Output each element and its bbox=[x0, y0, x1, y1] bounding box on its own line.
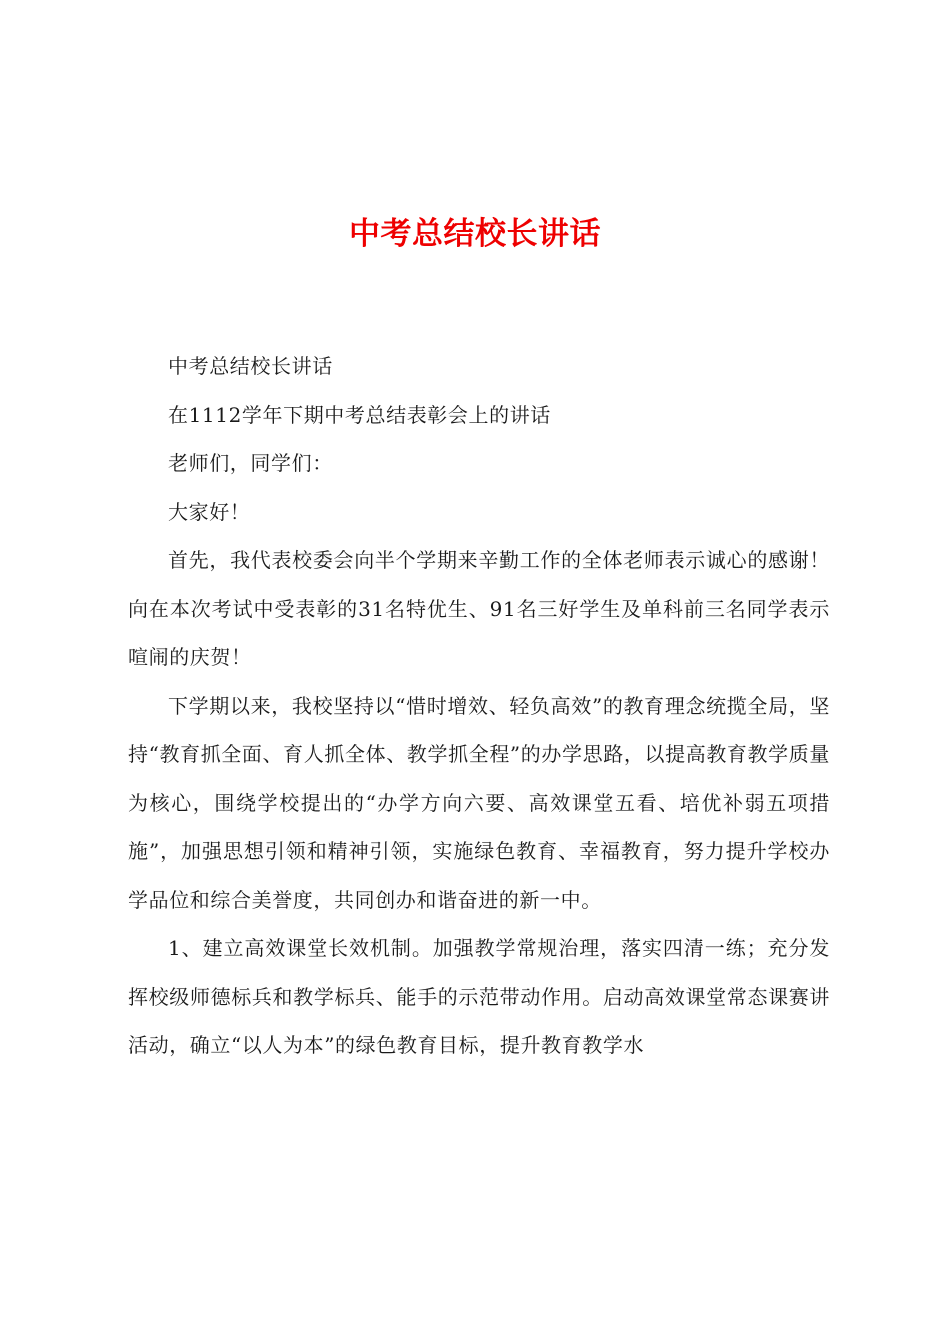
paragraph-item-1: 1、建立高效课堂长效机制。加强教学常规治理，落实四清一练；充分发挥校级师德标兵和教学标兵、能手的示范带动作用。启动高效课堂常态课赛讲活动，确立“以人为本”的绿色教育目标，提升教育教学水 bbox=[128, 936, 830, 1057]
document-title: 中考总结校长讲话 bbox=[349, 216, 601, 252]
paragraph-thanks: 首先，我代表校委会向半个学期来辛勤工作的全体老师表示诚心的感谢！向在本次考试中受表彰的31名特优生、91名三好学生及单科前三名同学表示喧闹的庆贺！ bbox=[128, 548, 830, 669]
document-body bbox=[128, 342, 830, 1070]
paragraph-heading-repeat: 中考总结校长讲话 bbox=[168, 354, 333, 378]
paragraph-occasion: 在1112学年下期中考总结表彰会上的讲话 bbox=[168, 402, 551, 427]
paragraph-philosophy: 下学期以来，我校坚持以“惜时增效、轻负高效”的教育理念统揽全局，坚持“教育抓全面、育人抓全体、教学抓全程”的办学思路，以提高教育教学质量为核心，围绕学校提出的“办学方向六要、高效课堂五看、培优补弱五项措施”，加强思想引领和精神引领，实施绿色教育、幸福教育，努力提升学校办学品位和综合美誉度，共同创办和谐奋进的新一中。 bbox=[128, 693, 830, 912]
paragraph-greeting: 大家好！ bbox=[168, 499, 251, 524]
paragraph-salutation: 老师们，同学们： bbox=[168, 451, 333, 475]
